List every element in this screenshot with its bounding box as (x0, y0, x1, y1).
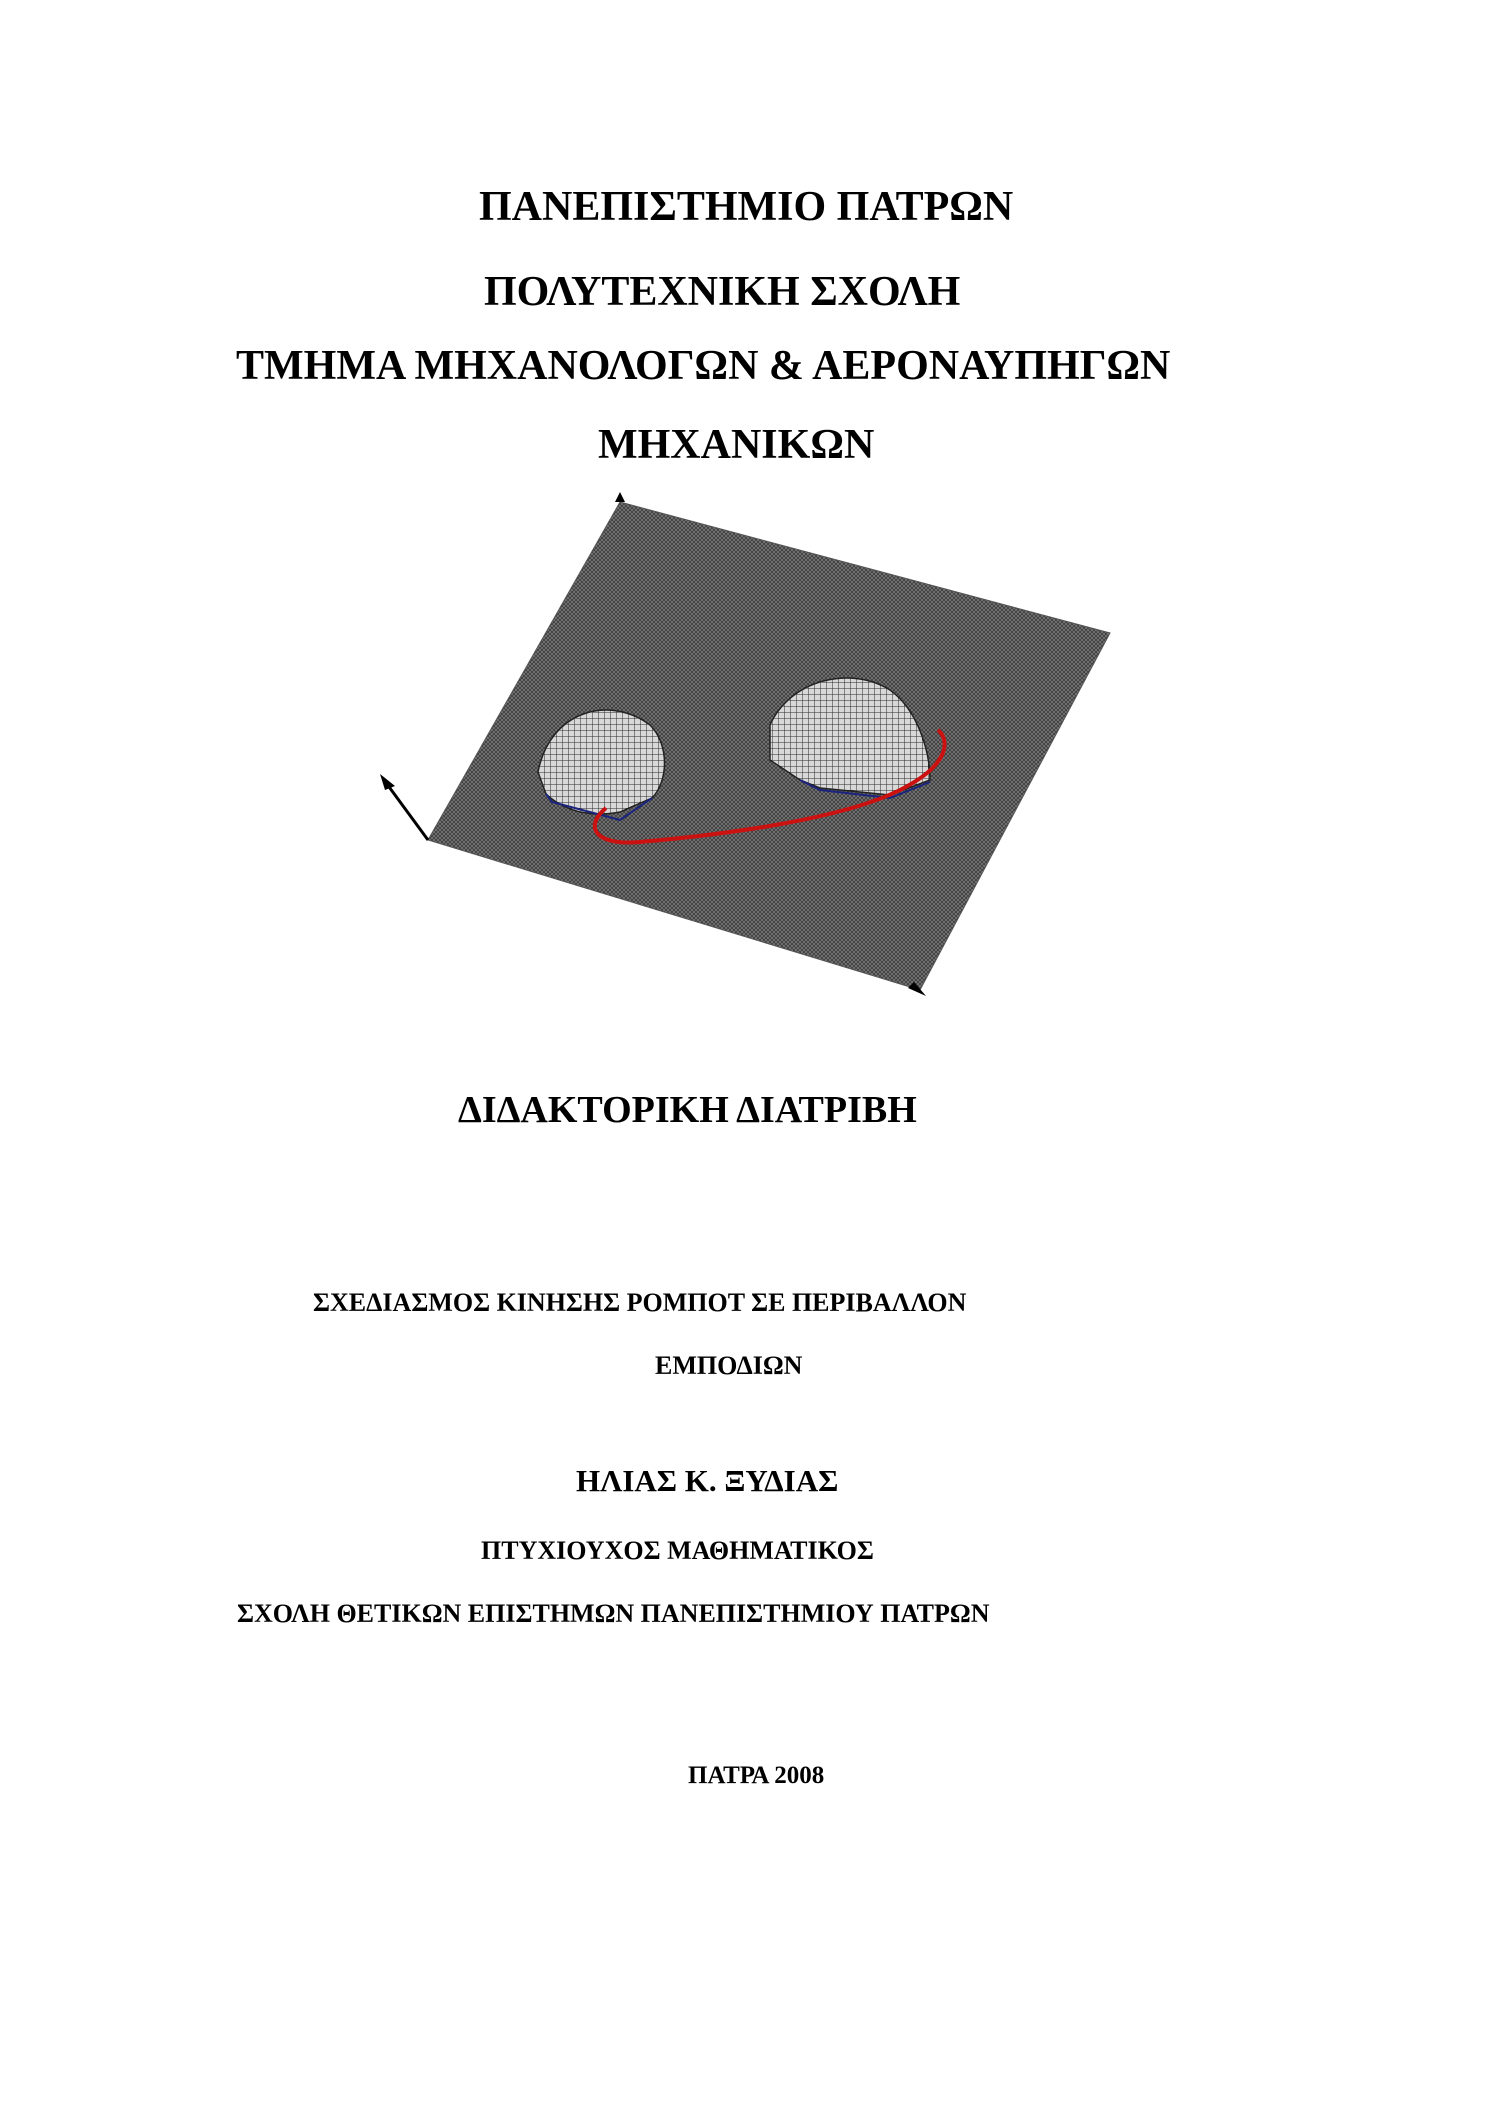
author-degree: ΠΤΥΧΙΟΥΧΟΣ ΜΑΘΗΜΑΤΙΚΟΣ (481, 1536, 874, 1565)
place-year: ΠΑΤΡΑ 2008 (688, 1762, 825, 1789)
university-name: ΠΑΝΕΠΙΣΤΗΜΙΟ ΠΑΤΡΩΝ (479, 184, 1014, 230)
department-line-2: ΜΗΧΑΝΙΚΩΝ (598, 422, 875, 468)
thesis-title-line-1: ΣΧΕΔΙΑΣΜΟΣ ΚΙΝΗΣΗΣ ΡΟΜΠΟΤ ΣΕ ΠΕΡΙΒΑΛΛΟΝ (313, 1288, 967, 1317)
department-line-1: ΤΜΗΜΑ ΜΗΧΑΝΟΛΟΓΩΝ & ΑΕΡΟΝΑΥΠΗΓΩΝ (236, 343, 1171, 389)
z-axis-arrow (380, 774, 395, 790)
author-name: ΗΛΙΑΣ Κ. ΞΥΔΙΑΣ (576, 1463, 839, 1498)
school-name: ΠΟΛΥΤΕΧΝΙΚΗ ΣΧΟΛΗ (484, 269, 961, 315)
author-school: ΣΧΟΛΗ ΘΕΤΙΚΩΝ ΕΠΙΣΤΗΜΩΝ ΠΑΝΕΠΙΣΤΗΜΙΟΥ ΠΑΤΡΩΝ (237, 1599, 990, 1628)
y-axis-arrow (615, 492, 625, 502)
thesis-title-line-2: ΕΜΠΟΔΙΩΝ (655, 1351, 803, 1380)
z-axis (384, 780, 428, 840)
thesis-type: ΔΙΔΑΚΤΟΡΙΚΗ ΔΙΑΤΡΙΒΗ (458, 1089, 917, 1131)
motion-planning-figure (370, 490, 1130, 1010)
terrain-surface (428, 502, 1110, 990)
